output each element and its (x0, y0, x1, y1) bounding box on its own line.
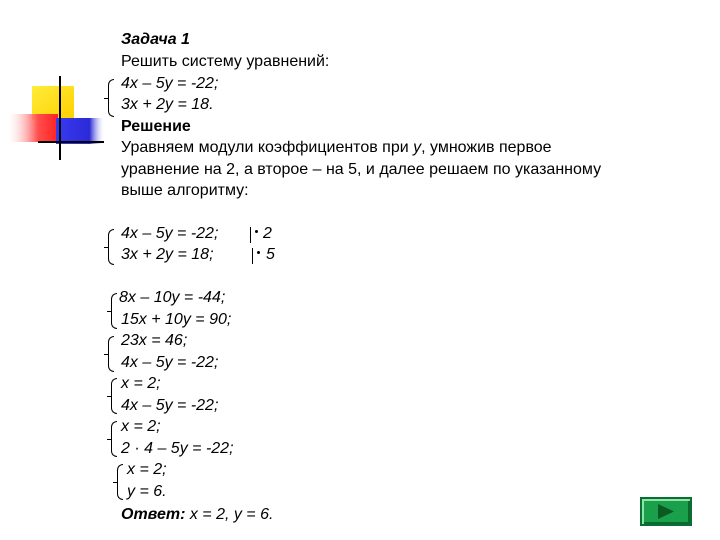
explanation-text-a: Уравняем модули коэффициентов при (121, 139, 414, 156)
task-text: Решить систему уравнений: (121, 53, 330, 70)
next-slide-button[interactable] (640, 497, 692, 526)
system2-brace (108, 229, 114, 265)
answer-line (121, 506, 273, 524)
multiplier-2: 5 (266, 246, 275, 263)
system2-eq2: 3x + 2y = 18; (121, 246, 214, 263)
step-line-3: 23x = 46; (121, 332, 188, 349)
multiplier-1: 2 (263, 225, 272, 242)
multiplier-dot-1 (255, 230, 258, 233)
corner-logo-icon (8, 72, 108, 172)
step-brace-2 (108, 336, 114, 372)
step-brace-4 (111, 421, 117, 457)
task-title: Задача 1 (121, 31, 190, 48)
step-line-7: x = 2; (121, 418, 161, 435)
step-line-10: y = 6. (127, 483, 167, 500)
play-arrow-icon (657, 503, 675, 520)
answer-value: x = 2, y = 6. (185, 506, 274, 523)
step-line-1: 8x – 10y = -44; (119, 289, 226, 306)
multiplier-bar-1 (250, 227, 251, 243)
solution-heading: Решение (121, 118, 191, 135)
system1-eq1: 4x – 5y = -22; (121, 75, 219, 92)
step-line-9: x = 2; (127, 461, 167, 478)
step-brace-1 (111, 293, 117, 329)
system1-eq2: 3x + 2y = 18. (121, 96, 214, 113)
explanation-line-3: выше алгоритму: (121, 182, 249, 199)
explanation-text-b: , умножив первое (421, 139, 552, 156)
system1-brace (108, 79, 114, 117)
explanation-line-2: уравнение на 2, а второе – на 5, и далее решаем по указанному (121, 161, 602, 178)
multiplier-dot-2 (257, 251, 260, 254)
answer-label: Ответ: (121, 506, 186, 523)
multiplier-bar-2 (252, 248, 253, 264)
step-line-2: 15x + 10y = 90; (121, 311, 232, 328)
step-line-6: 4x – 5y = -22; (121, 397, 219, 414)
explanation-var-y: y (413, 139, 422, 156)
step-brace-3 (111, 378, 117, 414)
system2-eq1: 4x – 5y = -22; (121, 225, 219, 242)
step-line-5: x = 2; (121, 375, 161, 392)
step-brace-5 (117, 464, 123, 500)
explanation-line-1 (121, 139, 552, 157)
step-line-4: 4x – 5y = -22; (121, 354, 219, 371)
step-line-8: 2 · 4 – 5y = -22; (121, 440, 234, 457)
